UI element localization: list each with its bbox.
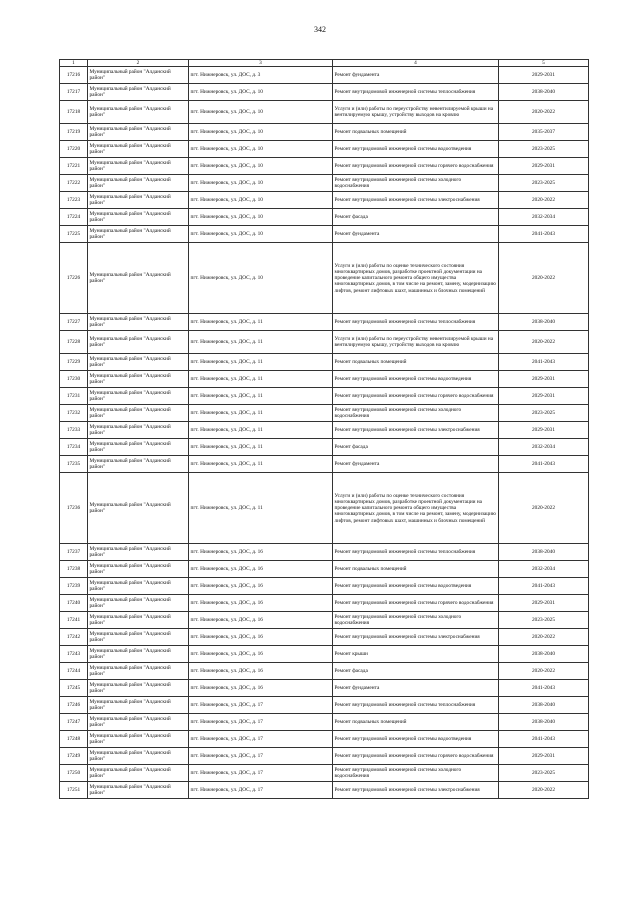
work-type-cell: Ремонт крыши [333, 646, 499, 663]
row-number-cell: 17224 [60, 209, 88, 226]
work-type-cell: Ремонт внутридомовой инженерной системы электроснабжения [333, 422, 499, 439]
work-type-cell: Услуги и (или) работы по оценке технического состояния многоквартирных домов, разработке проектной документации на проведение капитального ремонта общего имущества многоквартирных домов, в том числе на ремонт, замену, модернизацию лифтов, ремонт лифтовых шахт, машинных и блочных помещений [333, 473, 499, 544]
period-cell: 2020-2022 [499, 331, 589, 354]
row-number-cell: 17249 [60, 748, 88, 765]
row-number-cell: 17241 [60, 612, 88, 629]
period-cell: 2038-2040 [499, 314, 589, 331]
address-cell: пгт. Нижнеровск, ул. ДОС, д. 10 [189, 101, 333, 124]
table-row [60, 422, 589, 439]
row-number-cell: 17230 [60, 371, 88, 388]
work-type-cell: Ремонт внутридомовой инженерной системы теплоснабжения [333, 544, 499, 561]
table-row [60, 175, 589, 192]
period-cell: 2038-2040 [499, 697, 589, 714]
work-type-cell: Ремонт внутридомовой инженерной системы холодного водоснабжения [333, 175, 499, 192]
period-cell: 2020-2022 [499, 473, 589, 544]
district-cell: Муниципальный район "Алданский район" [88, 697, 189, 714]
address-cell: пгт. Нижнеровск, ул. ДОС, д. 11 [189, 456, 333, 473]
row-number-cell: 17217 [60, 84, 88, 101]
address-cell: пгт. Нижнеровск, ул. ДОС, д. 10 [189, 158, 333, 175]
district-cell: Муниципальный район "Алданский район" [88, 646, 189, 663]
address-cell: пгт. Нижнеровск, ул. ДОС, д. 11 [189, 473, 333, 544]
period-cell: 2029-2031 [499, 595, 589, 612]
table-row [60, 158, 589, 175]
period-cell: 2038-2040 [499, 646, 589, 663]
table-row [60, 314, 589, 331]
district-cell: Муниципальный район "Алданский район" [88, 405, 189, 422]
district-cell: Муниципальный район "Алданский район" [88, 680, 189, 697]
district-cell: Муниципальный район "Алданский район" [88, 226, 189, 243]
period-cell: 2020-2022 [499, 629, 589, 646]
table-row [60, 782, 589, 799]
work-type-cell: Ремонт фундамента [333, 456, 499, 473]
district-cell: Муниципальный район "Алданский район" [88, 422, 189, 439]
work-type-cell: Ремонт внутридомовой инженерной системы горячего водоснабжения [333, 388, 499, 405]
table-row [60, 354, 589, 371]
table-row [60, 371, 589, 388]
address-cell: пгт. Нижнеровск, ул. ДОС, д. 10 [189, 192, 333, 209]
address-cell: пгт. Нижнеровск, ул. ДОС, д. 10 [189, 209, 333, 226]
work-type-cell: Ремонт подвальных помещений [333, 354, 499, 371]
district-cell: Муниципальный район "Алданский район" [88, 663, 189, 680]
address-cell: пгт. Нижнеровск, ул. ДОС, д. 10 [189, 124, 333, 141]
table-row [60, 697, 589, 714]
period-cell: 2023-2025 [499, 141, 589, 158]
work-type-cell: Ремонт подвальных помещений [333, 714, 499, 731]
work-type-cell: Ремонт внутридомовой инженерной системы водоотведения [333, 141, 499, 158]
row-number-cell: 17219 [60, 124, 88, 141]
period-cell: 2038-2040 [499, 544, 589, 561]
district-cell: Муниципальный район "Алданский район" [88, 714, 189, 731]
address-cell: пгт. Нижнеровск, ул. ДОС, д. 10 [189, 226, 333, 243]
table-row [60, 226, 589, 243]
district-cell: Муниципальный район "Алданский район" [88, 243, 189, 314]
table-row [60, 473, 589, 544]
work-type-cell: Ремонт внутридомовой инженерной системы холодного водоснабжения [333, 765, 499, 782]
district-cell: Муниципальный район "Алданский район" [88, 331, 189, 354]
district-cell: Муниципальный район "Алданский район" [88, 439, 189, 456]
page-number: 342 [314, 25, 326, 34]
address-cell: пгт. Нижнеровск, ул. ДОС, д. 17 [189, 697, 333, 714]
period-cell: 2023-2025 [499, 765, 589, 782]
address-cell: пгт. Нижнеровск, ул. ДОС, д. 10 [189, 141, 333, 158]
district-cell: Муниципальный район "Алданский район" [88, 595, 189, 612]
row-number-cell: 17229 [60, 354, 88, 371]
address-cell: пгт. Нижнеровск, ул. ДОС, д. 16 [189, 561, 333, 578]
work-type-cell: Ремонт внутридомовой инженерной системы водоотведения [333, 731, 499, 748]
address-cell: пгт. Нижнеровск, ул. ДОС, д. 17 [189, 714, 333, 731]
address-cell: пгт. Нижнеровск, ул. ДОС, д. 11 [189, 422, 333, 439]
district-cell: Муниципальный район "Алданский район" [88, 101, 189, 124]
period-cell: 2038-2040 [499, 714, 589, 731]
row-number-cell: 17235 [60, 456, 88, 473]
column-header: 2 [88, 60, 189, 67]
address-cell: пгт. Нижнеровск, ул. ДОС, д. 16 [189, 629, 333, 646]
period-cell: 2020-2022 [499, 243, 589, 314]
period-cell: 2032-2034 [499, 439, 589, 456]
period-cell: 2041-2043 [499, 226, 589, 243]
period-cell: 2020-2022 [499, 192, 589, 209]
column-number-row [60, 60, 589, 67]
row-number-cell: 17234 [60, 439, 88, 456]
period-cell: 2020-2022 [499, 782, 589, 799]
work-type-cell: Ремонт внутридомовой инженерной системы водоотведения [333, 578, 499, 595]
row-number-cell: 17216 [60, 67, 88, 84]
table-row [60, 629, 589, 646]
period-cell: 2041-2043 [499, 731, 589, 748]
address-cell: пгт. Нижнеровск, ул. ДОС, д. 16 [189, 663, 333, 680]
row-number-cell: 17248 [60, 731, 88, 748]
work-type-cell: Ремонт фундамента [333, 67, 499, 84]
district-cell: Муниципальный район "Алданский район" [88, 354, 189, 371]
district-cell: Муниципальный район "Алданский район" [88, 731, 189, 748]
period-cell: 2035-2037 [499, 124, 589, 141]
district-cell: Муниципальный район "Алданский район" [88, 473, 189, 544]
table-row [60, 439, 589, 456]
district-cell: Муниципальный район "Алданский район" [88, 612, 189, 629]
work-type-cell: Ремонт внутридомовой инженерной системы горячего водоснабжения [333, 595, 499, 612]
row-number-cell: 17246 [60, 697, 88, 714]
address-cell: пгт. Нижнеровск, ул. ДОС, д. 11 [189, 331, 333, 354]
district-cell: Муниципальный район "Алданский район" [88, 84, 189, 101]
table-row [60, 405, 589, 422]
address-cell: пгт. Нижнеровск, ул. ДОС, д. 11 [189, 388, 333, 405]
address-cell: пгт. Нижнеровск, ул. ДОС, д. 10 [189, 243, 333, 314]
table-row [60, 84, 589, 101]
row-number-cell: 17231 [60, 388, 88, 405]
capital-repair-table [59, 59, 589, 799]
address-cell: пгт. Нижнеровск, ул. ДОС, д. 17 [189, 748, 333, 765]
table-row [60, 595, 589, 612]
address-cell: пгт. Нижнеровск, ул. ДОС, д. 11 [189, 371, 333, 388]
period-cell: 2029-2031 [499, 388, 589, 405]
row-number-cell: 17245 [60, 680, 88, 697]
row-number-cell: 17240 [60, 595, 88, 612]
period-cell: 2041-2043 [499, 578, 589, 595]
row-number-cell: 17225 [60, 226, 88, 243]
address-cell: пгт. Нижнеровск, ул. ДОС, д. 16 [189, 612, 333, 629]
period-cell: 2029-2031 [499, 748, 589, 765]
table-row [60, 646, 589, 663]
table-row [60, 124, 589, 141]
period-cell: 2041-2043 [499, 354, 589, 371]
work-type-cell: Ремонт внутридомовой инженерной системы горячего водоснабжения [333, 748, 499, 765]
address-cell: пгт. Нижнеровск, ул. ДОС, д. 16 [189, 578, 333, 595]
district-cell: Муниципальный район "Алданский район" [88, 544, 189, 561]
address-cell: пгт. Нижнеровск, ул. ДОС, д. 11 [189, 439, 333, 456]
row-number-cell: 17238 [60, 561, 88, 578]
work-type-cell: Ремонт фасада [333, 663, 499, 680]
period-cell: 2041-2043 [499, 456, 589, 473]
district-cell: Муниципальный район "Алданский район" [88, 782, 189, 799]
district-cell: Муниципальный район "Алданский район" [88, 578, 189, 595]
period-cell: 2023-2025 [499, 405, 589, 422]
period-cell: 2032-2034 [499, 561, 589, 578]
row-number-cell: 17251 [60, 782, 88, 799]
table-row [60, 456, 589, 473]
address-cell: пгт. Нижнеровск, ул. ДОС, д. 11 [189, 314, 333, 331]
table-row [60, 663, 589, 680]
district-cell: Муниципальный район "Алданский район" [88, 314, 189, 331]
period-cell: 2038-2040 [499, 84, 589, 101]
work-type-cell: Ремонт фундамента [333, 226, 499, 243]
district-cell: Муниципальный район "Алданский район" [88, 209, 189, 226]
district-cell: Муниципальный район "Алданский район" [88, 765, 189, 782]
work-type-cell: Ремонт внутридомовой инженерной системы теплоснабжения [333, 697, 499, 714]
district-cell: Муниципальный район "Алданский район" [88, 124, 189, 141]
period-cell: 2029-2031 [499, 158, 589, 175]
table-row [60, 765, 589, 782]
row-number-cell: 17233 [60, 422, 88, 439]
period-cell: 2041-2043 [499, 680, 589, 697]
row-number-cell: 17236 [60, 473, 88, 544]
district-cell: Муниципальный район "Алданский район" [88, 629, 189, 646]
row-number-cell: 17223 [60, 192, 88, 209]
row-number-cell: 17228 [60, 331, 88, 354]
table-row [60, 714, 589, 731]
row-number-cell: 17237 [60, 544, 88, 561]
table-row [60, 192, 589, 209]
table-row [60, 101, 589, 124]
table-row [60, 388, 589, 405]
address-cell: пгт. Нижнеровск, ул. ДОС, д. 17 [189, 782, 333, 799]
district-cell: Муниципальный район "Алданский район" [88, 456, 189, 473]
district-cell: Муниципальный район "Алданский район" [88, 141, 189, 158]
work-type-cell: Ремонт подвальных помещений [333, 124, 499, 141]
row-number-cell: 17227 [60, 314, 88, 331]
district-cell: Муниципальный район "Алданский район" [88, 158, 189, 175]
address-cell: пгт. Нижнеровск, ул. ДОС, д. 3 [189, 67, 333, 84]
row-number-cell: 17220 [60, 141, 88, 158]
district-cell: Муниципальный район "Алданский район" [88, 192, 189, 209]
column-header: 5 [499, 60, 589, 67]
column-header: 3 [189, 60, 333, 67]
table-row [60, 67, 589, 84]
work-type-cell: Услуги и (или) работы по переустройству невентилируемой крыши на вентилируемую крышу, устройству выходов на кровлю [333, 101, 499, 124]
work-type-cell: Ремонт внутридомовой инженерной системы холодного водоснабжения [333, 405, 499, 422]
table-row [60, 209, 589, 226]
table-row [60, 578, 589, 595]
period-cell: 2029-2031 [499, 422, 589, 439]
address-cell: пгт. Нижнеровск, ул. ДОС, д. 16 [189, 544, 333, 561]
work-type-cell: Ремонт внутридомовой инженерной системы холодного водоснабжения [333, 612, 499, 629]
address-cell: пгт. Нижнеровск, ул. ДОС, д. 10 [189, 175, 333, 192]
table-row [60, 731, 589, 748]
address-cell: пгт. Нижнеровск, ул. ДОС, д. 16 [189, 646, 333, 663]
work-type-cell: Ремонт фасада [333, 209, 499, 226]
address-cell: пгт. Нижнеровск, ул. ДОС, д. 16 [189, 680, 333, 697]
period-cell: 2023-2025 [499, 175, 589, 192]
work-type-cell: Ремонт внутридомовой инженерной системы электроснабжения [333, 629, 499, 646]
row-number-cell: 17218 [60, 101, 88, 124]
work-type-cell: Ремонт фундамента [333, 680, 499, 697]
work-type-cell: Ремонт подвальных помещений [333, 561, 499, 578]
work-type-cell: Ремонт внутридомовой инженерной системы электроснабжения [333, 782, 499, 799]
district-cell: Муниципальный район "Алданский район" [88, 561, 189, 578]
row-number-cell: 17226 [60, 243, 88, 314]
row-number-cell: 17247 [60, 714, 88, 731]
table-row [60, 612, 589, 629]
address-cell: пгт. Нижнеровск, ул. ДОС, д. 16 [189, 595, 333, 612]
address-cell: пгт. Нижнеровск, ул. ДОС, д. 11 [189, 354, 333, 371]
row-number-cell: 17250 [60, 765, 88, 782]
table-row [60, 544, 589, 561]
row-number-cell: 17243 [60, 646, 88, 663]
row-number-cell: 17242 [60, 629, 88, 646]
district-cell: Муниципальный район "Алданский район" [88, 748, 189, 765]
period-cell: 2032-2034 [499, 209, 589, 226]
address-cell: пгт. Нижнеровск, ул. ДОС, д. 17 [189, 731, 333, 748]
column-header: 1 [60, 60, 88, 67]
table-row [60, 243, 589, 314]
address-cell: пгт. Нижнеровск, ул. ДОС, д. 11 [189, 405, 333, 422]
table-body [60, 67, 589, 799]
table-row [60, 331, 589, 354]
address-cell: пгт. Нижнеровск, ул. ДОС, д. 10 [189, 84, 333, 101]
row-number-cell: 17221 [60, 158, 88, 175]
work-type-cell: Услуги и (или) работы по переустройству невентилируемой крыши на вентилируемую крышу, устройству выходов на кровлю [333, 331, 499, 354]
period-cell: 2029-2031 [499, 67, 589, 84]
row-number-cell: 17239 [60, 578, 88, 595]
address-cell: пгт. Нижнеровск, ул. ДОС, д. 17 [189, 765, 333, 782]
period-cell: 2023-2025 [499, 612, 589, 629]
column-header: 4 [333, 60, 499, 67]
period-cell: 2020-2022 [499, 663, 589, 680]
work-type-cell: Ремонт внутридомовой инженерной системы электроснабжения [333, 192, 499, 209]
row-number-cell: 17244 [60, 663, 88, 680]
work-type-cell: Услуги и (или) работы по оценке технического состояния многоквартирных домов, разработке проектной документации на проведение капитального ремонта общего имущества многоквартирных домов, в том числе на ремонт, замену, модернизацию лифтов, ремонт лифтовых шахт, машинных и блочных помещений [333, 243, 499, 314]
period-cell: 2020-2022 [499, 101, 589, 124]
table-row [60, 748, 589, 765]
row-number-cell: 17222 [60, 175, 88, 192]
district-cell: Муниципальный район "Алданский район" [88, 388, 189, 405]
period-cell: 2029-2031 [499, 371, 589, 388]
district-cell: Муниципальный район "Алданский район" [88, 67, 189, 84]
work-type-cell: Ремонт внутридомовой инженерной системы горячего водоснабжения [333, 158, 499, 175]
work-type-cell: Ремонт внутридомовой инженерной системы теплоснабжения [333, 84, 499, 101]
table-row [60, 680, 589, 697]
table-row [60, 561, 589, 578]
table-row [60, 141, 589, 158]
work-type-cell: Ремонт внутридомовой инженерной системы водоотведения [333, 371, 499, 388]
work-type-cell: Ремонт внутридомовой инженерной системы теплоснабжения [333, 314, 499, 331]
district-cell: Муниципальный район "Алданский район" [88, 175, 189, 192]
row-number-cell: 17232 [60, 405, 88, 422]
district-cell: Муниципальный район "Алданский район" [88, 371, 189, 388]
work-type-cell: Ремонт фасада [333, 439, 499, 456]
